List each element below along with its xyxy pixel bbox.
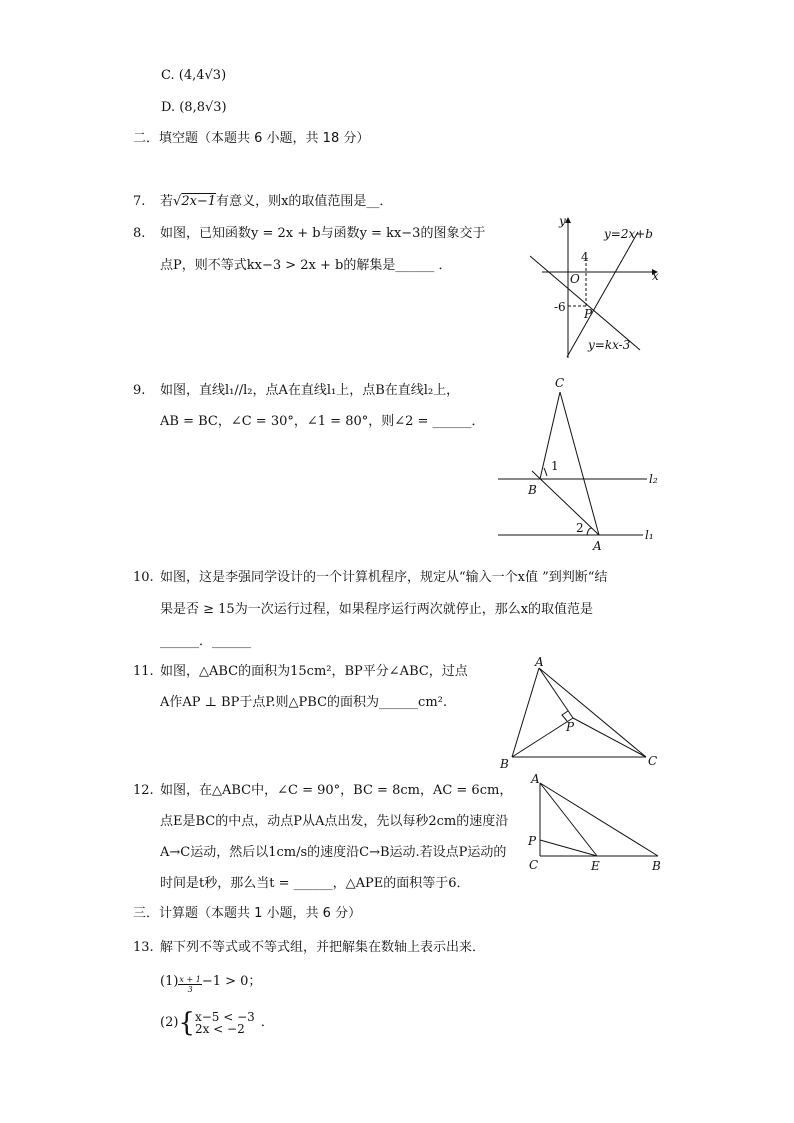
question-text-pre: 若 <box>160 194 174 209</box>
question-text-post: 有意义，则x的取值范围是__． <box>216 194 393 209</box>
question-8-line2: 点P，则不等式kx−3 > 2x + b的解集是______ ． <box>160 258 452 273</box>
section-heading: 二．填空题（本题共 6 小题，共 18 分） <box>133 131 370 146</box>
question-number: 11. <box>133 664 154 679</box>
x-value-label: -6 <box>554 300 566 314</box>
option-label: D. <box>161 100 176 115</box>
question-number: 13. <box>133 940 154 955</box>
segment-ac <box>539 668 646 757</box>
q11-figure <box>495 655 665 773</box>
y-axis-label: y <box>559 214 566 228</box>
segment-bp <box>512 718 573 757</box>
question-9-line2: AB = BC，∠C = 30°，∠1 = 80°，则∠2 = ______． <box>160 414 485 429</box>
system-end: ． <box>260 1015 274 1030</box>
question-10-line3: ______．______ <box>160 634 252 649</box>
segment-ae <box>540 783 597 856</box>
segment-ca <box>560 392 599 535</box>
option-label: C. <box>161 68 175 83</box>
vertex-c-label: C <box>555 376 565 390</box>
line-l2-label: l₂ <box>649 472 658 486</box>
point-e-label: E <box>591 859 600 873</box>
question-text: 如图，在△ABC中，∠C = 90°，BC = 8cm，AC = 6cm， <box>160 783 513 798</box>
sqrt-sign: √ <box>173 194 182 209</box>
y-value-label: 4 <box>581 250 589 264</box>
question-number: 9. <box>133 383 146 398</box>
option-c <box>161 67 226 85</box>
question-10-line1 <box>133 569 607 587</box>
line-label-kx-3: y=kx-3 <box>588 338 631 352</box>
vertex-b-label: B <box>528 483 537 497</box>
question-9-line1 <box>133 382 459 400</box>
vertex-a-label: A <box>593 539 602 553</box>
question-number: 12. <box>133 783 154 798</box>
point-p-label: P <box>584 307 593 321</box>
fraction-numerator: x + 1 <box>179 975 201 984</box>
vertex-b-label: B <box>652 859 661 873</box>
fraction-denominator: 3 <box>187 985 193 994</box>
angle-1-label: 1 <box>551 459 559 473</box>
angle-2-label: 2 <box>576 521 584 535</box>
question-13-part1 <box>160 973 261 994</box>
part-label: (2) <box>160 1015 179 1030</box>
angle-2-arc <box>587 528 592 535</box>
question-number: 8. <box>133 226 146 241</box>
x-axis-label: x <box>652 269 659 283</box>
point-p-label: P <box>528 834 537 848</box>
radicand: 2x−1 <box>181 194 217 209</box>
segment-pe <box>540 840 597 856</box>
point-p-label: P <box>566 720 575 734</box>
question-8-line1 <box>133 225 485 243</box>
segment-pc <box>573 718 646 757</box>
angle-1-arc <box>544 468 547 476</box>
question-text: 如图，△ABC的面积为15cm²，BP平分∠ABC，过点 <box>160 664 468 679</box>
question-text: 如图，已知函数y = 2x + b与函数y = kx−3的图象交于 <box>160 226 486 241</box>
question-12-line2: 点E是BC的中点，动点P从A点出发，先以每秒2cm的速度沿 <box>160 814 509 829</box>
vertex-a-label: A <box>535 655 544 669</box>
system-row-1: x−5 < −3 <box>194 1010 255 1024</box>
q9-figure <box>495 372 665 554</box>
question-text: 如图，这是李强同学设计的一个计算机程序，规定从“输入一个x值 ”到判断“结 <box>160 570 608 585</box>
question-number: 7. <box>133 194 146 209</box>
option-value: (4,4√3) <box>178 68 227 83</box>
system-rows <box>195 1011 255 1035</box>
line-label-2x-b: y=2x+b <box>604 227 653 241</box>
question-12-line4: 时间是t秒，那么当t = ______，△APE的面积等于6． <box>160 876 470 891</box>
segment-ab <box>512 668 539 757</box>
option-value: (8,8√3) <box>179 100 227 115</box>
question-7 <box>133 193 392 211</box>
segment-ap <box>539 668 573 718</box>
question-text: 解下列不等式或不等式组，并把解集在数轴上表示出来． <box>160 940 486 955</box>
question-13-part2 <box>160 1010 274 1036</box>
brace: { <box>178 1008 195 1038</box>
line-y-kx-3 <box>530 256 640 350</box>
segment-ab <box>532 471 599 535</box>
question-11-line2: A作AP ⊥ BP于点P.则△PBC的面积为______cm². <box>160 695 447 710</box>
vertex-a-label: A <box>531 772 540 786</box>
vertex-c-label: C <box>529 858 539 872</box>
vertex-c-label: C <box>648 754 658 768</box>
q12-figure <box>520 770 665 875</box>
system-row-2: 2x < −2 <box>194 1022 245 1036</box>
line-l1-label: l₁ <box>645 528 654 542</box>
question-10-line2: 果是否 ≥ 15为一次运行过程，如果程序运行两次就停止，那么x的取值范是 <box>160 602 594 617</box>
question-13-line1 <box>133 939 485 957</box>
origin-label: O <box>570 272 580 286</box>
question-text: 如图，直线l₁//l₂，点A在直线l₁上，点B在直线l₂上， <box>160 383 460 398</box>
inequality-rest: −1 > 0； <box>201 974 262 989</box>
option-d <box>161 99 227 117</box>
vertex-b-label: B <box>500 757 509 771</box>
question-number: 10. <box>133 570 154 585</box>
question-12-line1 <box>133 782 512 800</box>
question-11-line1 <box>133 663 468 681</box>
question-12-line3: A→C运动，然后以1cm/s的速度沿C→B运动.若设点P运动的 <box>160 845 507 860</box>
fraction <box>178 975 201 994</box>
section-heading: 三．计算题（本题共 1 小题，共 6 分） <box>133 906 362 921</box>
q8-figure <box>520 210 670 362</box>
part-label: (1) <box>160 974 179 989</box>
